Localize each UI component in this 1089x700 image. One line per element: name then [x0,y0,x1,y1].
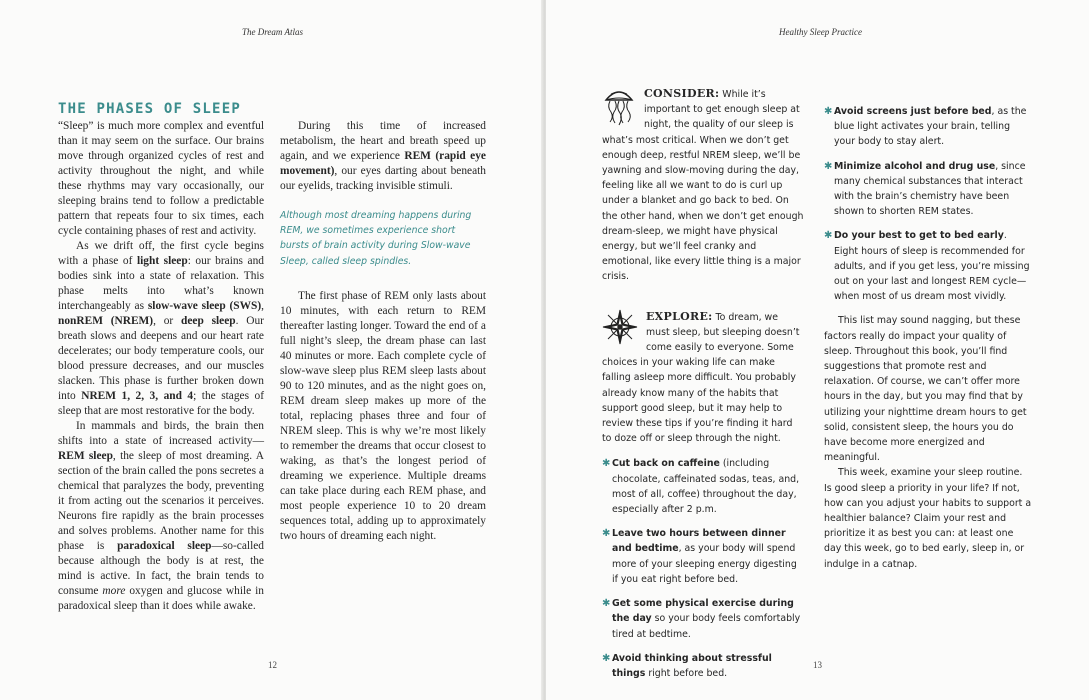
star-bullet-icon: ✱ [824,106,833,117]
left-page [0,0,543,700]
consider-paragraph: CONSIDER: While it’s important to get enough sleep at night, the quality of our sleep is what’s most critical. When we don’t get enough deep, restful NREM sleep, we’ll be yawning and slow-moving during the day, feeling like all we want to do is curl up under a blanket and go back to bed. On the other hand, when we don’t get enough dream-sleep, we might have physical energy, but we’ll feel cranky and emotional, like every little thing is a major crisis. [602,87,804,283]
star-bullet-icon: ✱ [602,528,611,540]
star-bullet-icon: ✱ [602,598,611,610]
page-number-left: 12 [268,660,277,670]
explore-paragraph: EXPLORE: To dream, we must sleep, but sleeping doesn’t come easily to everyone. Some choices in your waking life can make falling asleep more difficult. You probably already know many of the habits that support good sleep, but it may help to review these tips if you’re finding it hard to doze off or sleep through the night. [602,309,800,445]
explore-label: EXPLORE: [646,309,713,323]
list-item: ✱ Get some physical exercise during the day so your body feels comfortably tired at bedtime. [602,598,801,640]
left-column-2 [280,119,486,544]
paragraph: In mammals and birds, the brain then shifts into a state of increased activity—REM sleep, the sleep of most dreaming. A section of the brain called the pons secretes a chemical that paralyzes the body, preventing it from acting out the scenarios it perceives. Neurons fire rapidly as the brain processes and solves problems. Another name for this phase is paradoxical sleep—so-called because although the body is at rest, the mind is active. In fact, the brain tends to consume more oxygen and glucose while in paradoxical sleep than it does while awake. [58,420,264,612]
right-column-1 [602,86,804,690]
section-heading: THE PHASES OF SLEEP [58,101,241,117]
list-item: ✱ Do your best to get to bed early. Eight hours of sleep is recommended for adults, and if you get less, you’re missing out on your last and longest REM cycle—when most of us dream most vividly. [824,230,1030,303]
running-head-left: The Dream Atlas [242,27,304,37]
paragraph: During this time of increased metabolism, the heart and breath speed up again, and we experience REM (rapid eye movement), our eyes darting about beneath our eyelids, tracking invisible stimuli. [280,120,486,192]
list-item: ✱ Avoid thinking about stressful things right before bed. [602,652,772,679]
star-bullet-icon: ✱ [824,160,833,172]
paragraph: The first phase of REM only lasts about 10 minutes, with each return to REM thereafter lasting longer. Toward the end of a full night’s sleep, the dream phase can last 40 minutes or more. Each complete cycle of slow-wave sleep plus REM sleep lasts about 90 to 120 minutes, and as the night goes on, REM dream sleep makes up more of the total, replacing phases three and four of NREM sleep. This is why we’re most likely to remember the dreams that occur closest to waking, as that’s the longest period of dreaming we experience. Multiple dreams can take place during each REM phase, and most people experience 10 to 20 dream sequences total, adding up to approximately two hours of dreaming each night. [280,289,486,542]
tips-list-right [824,104,1032,304]
compass-star-icon [602,309,638,350]
star-bullet-icon: ✱ [602,652,611,664]
left-column-1 [58,119,264,614]
tips-list-left [602,456,804,681]
consider-box [602,86,804,285]
star-bullet-icon: ✱ [602,458,611,470]
jellyfish-icon [602,86,636,131]
pull-quote: Although most dreaming happens during REM, we sometimes experience short bursts of brain activity during Slow-wave Sleep, called sleep spindles. [280,210,472,267]
list-item: ✱ Leave two hours between dinner and bedtime, as your body will spend more of your sleeping energy digesting if you eat right before bed. [602,528,797,585]
paragraph: “Sleep” is much more complex and eventful than it may seem on the surface. Our brains move through organized cycles of rest and activity throughout the night, and while these rhythms may vary occasionally, our sleeping brains tend to follow a predictable pattern that repeats four to six times, each cycle containing phases of rest and activity. [58,120,264,237]
paragraph: As we drift off, the first cycle begins with a phase of light sleep: our brains and bodies sink into a state of relaxation. This phase melts into what’s known interchangeably as slow-wave sleep (SWS), nonREM (NREM), or deep sleep. Our breath slows and deepens and our heart rate decelerates; our body temperature cools, our blood pressure decreases, and our muscles slacken. This phase is further broken down into NREM 1, 2, 3, and 4; the stages of sleep that are most restorative for the body. [58,240,265,417]
explore-box [602,309,804,447]
consider-label: CONSIDER: [644,87,720,100]
right-page [546,0,1089,700]
page-number-right: 13 [813,660,822,670]
list-item: ✱ Cut back on caffeine (including chocolate, caffeinated sodas, teas, and, most of all, coffee) throughout the day, especially after 2 p.m. [602,458,800,516]
paragraph: This list may sound nagging, but these factors really do impact your quality of sleep. Throughout this book, you’ll find suggestions that promote rest and relaxation. Of course, we can’t offer more hours in the day, but you may find that by utilizing your nighttime dream hours to get solid, consistent sleep, the hours you do have become more energized and meaningful. [824,315,1027,464]
star-bullet-icon: ✱ [824,230,833,242]
list-item: ✱ Minimize alcohol and drug use, since many chemical substances that interact with the brain’s chemistry have been shown to shorten REM states. [824,160,1026,218]
paragraph: This week, examine your sleep routine. Is good sleep a priority in your life? If not, how can you adjust your habits to support a healthier balance? Claim your rest and prioritize it as best you can: at least one day this week, go to bed early, sleep in, or indulge in a catnap. [824,467,1032,570]
running-head-right: Healthy Sleep Practice [779,27,862,37]
right-column-2 [824,104,1032,572]
list-item: ✱ Avoid screens just before bed, as the blue light activates your brain, telling your body to stay alert. [824,106,1027,148]
